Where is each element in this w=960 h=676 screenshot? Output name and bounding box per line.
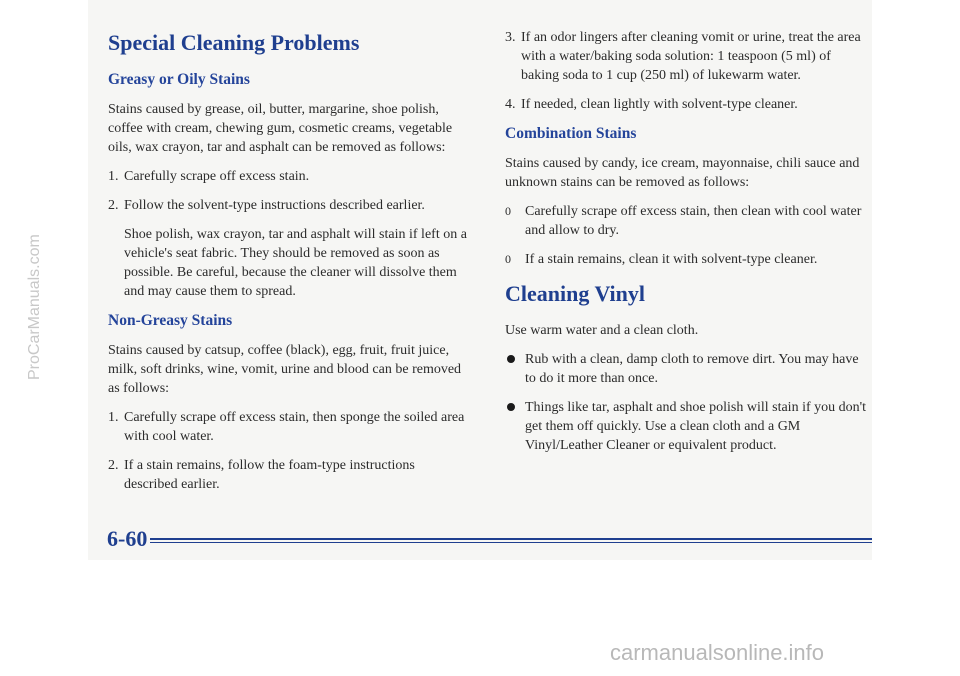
list-item: [505, 95, 870, 114]
bullet-marker: 0: [505, 204, 511, 218]
vinyl-intro: Use warm water and a clean cloth.: [505, 323, 699, 338]
note-text: Shoe polish, wax crayon, tar and asphalt will stain if left on a vehicle's seat fabric. They should be removed as soon as possible. Be careful, because the cleaner will dissolve them and may cause them to spread.: [124, 227, 467, 299]
step-number: 2.: [108, 458, 119, 473]
left-column: [108, 28, 470, 504]
footer-rule-thin: [150, 542, 872, 543]
step-number: 3.: [505, 30, 516, 45]
footer-rule: [150, 538, 872, 540]
bottom-watermark: carmanualsonline.info: [610, 640, 825, 665]
step-number: 4.: [505, 97, 516, 112]
step-text: If needed, clean lightly with solvent-type cleaner.: [521, 97, 798, 112]
list-item: [505, 398, 870, 455]
step-number: 1.: [108, 410, 119, 425]
nongreasy-intro: Stains caused by catsup, coffee (black), egg, fruit, fruit juice, milk, soft drinks, wine, vomit, urine and blood can be removed as follows:: [108, 343, 462, 396]
list-item: [108, 196, 470, 215]
list-item: [505, 202, 870, 240]
step-text: Carefully scrape off excess stain, then sponge the soiled area with cool water.: [124, 410, 465, 444]
step-number: 1.: [108, 169, 119, 184]
list-item: [108, 408, 470, 446]
list-item: [505, 250, 870, 269]
list-item: [505, 28, 870, 85]
side-watermark: ProCarManuals.com: [26, 234, 43, 380]
list-item: [505, 350, 870, 388]
page-number: 6-60: [107, 526, 148, 551]
combination-intro: Stains caused by candy, ice cream, mayonnaise, chili sauce and unknown stains can be removed as follows:: [505, 156, 860, 190]
bullet-marker: 0: [505, 252, 511, 266]
item-text: Carefully scrape off excess stain, then clean with cool water and allow to dry.: [525, 204, 862, 238]
section-title: Special Cleaning Problems: [108, 30, 360, 55]
nongreasy-heading: Non-Greasy Stains: [108, 312, 233, 329]
combination-heading: Combination Stains: [505, 125, 637, 142]
step-text: If a stain remains, follow the foam-type instructions described earlier.: [124, 458, 415, 492]
note-item: [108, 225, 470, 301]
right-column: [505, 28, 870, 465]
list-item: [108, 456, 470, 494]
greasy-heading: Greasy or Oily Stains: [108, 71, 250, 88]
step-text: Carefully scrape off excess stain.: [124, 169, 310, 184]
step-text: If an odor lingers after cleaning vomit or urine, treat the area with a water/baking soda solution: 1 teaspoon (5 ml) of baking soda to 1 cup (250 ml) of lukewarm water.: [521, 30, 861, 83]
bullet-icon: [505, 398, 525, 455]
list-item: [108, 167, 470, 186]
note-marker: [108, 225, 124, 301]
item-text: Things like tar, asphalt and shoe polish will stain if you don't get them off quickly. Use a clean cloth and a GM Vinyl/Leather Cleaner or equivalent product.: [525, 400, 867, 453]
step-number: 2.: [108, 198, 119, 213]
vinyl-title: Cleaning Vinyl: [505, 281, 645, 306]
item-text: Rub with a clean, damp cloth to remove dirt. You may have to do it more than once.: [525, 352, 859, 386]
item-text: If a stain remains, clean it with solvent-type cleaner.: [525, 252, 818, 267]
step-text: Follow the solvent-type instructions described earlier.: [124, 198, 425, 213]
bullet-icon: [505, 350, 525, 388]
greasy-intro: Stains caused by grease, oil, butter, margarine, shoe polish, coffee with cream, chewing gum, cosmetic creams, vegetable oils, wax crayon, tar and asphalt can be removed as follows:: [108, 102, 453, 155]
